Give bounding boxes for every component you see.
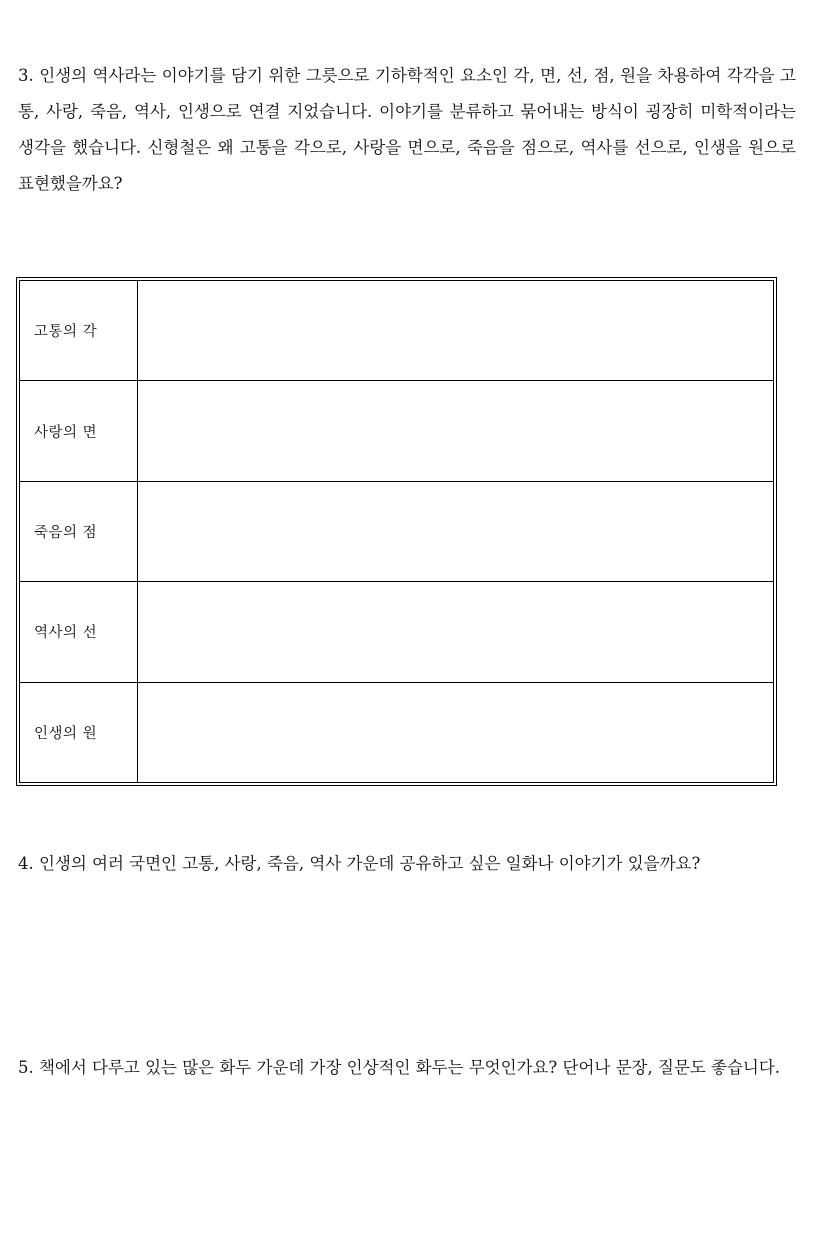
row-label-life-circle: 인생의 원 (20, 682, 138, 782)
row-label-death-point: 죽음의 점 (20, 481, 138, 581)
answer-table (16, 277, 777, 786)
answer-cell-love-plane[interactable] (138, 381, 774, 481)
row-label-love-plane: 사랑의 면 (20, 381, 138, 481)
answer-cell-life-circle[interactable] (138, 682, 774, 782)
table-row (20, 481, 774, 581)
table-row (20, 582, 774, 682)
table-row (20, 682, 774, 782)
table-row (20, 281, 774, 381)
answer-cell-pain-angle[interactable] (138, 281, 774, 381)
question-5-text: 5. 책에서 다루고 있는 많은 화두 가운데 가장 인상적인 화두는 무엇인가요? 단어나 문장, 질문도 좋습니다. (18, 1058, 781, 1077)
row-label-pain-angle: 고통의 각 (20, 281, 138, 381)
row-label-history-line: 역사의 선 (20, 582, 138, 682)
question-3-text: 3. 인생의 역사라는 이야기를 담기 위한 그릇으로 기하학적인 요소인 각, 면, 선, 점, 원을 차용하여 각각을 고통, 사랑, 죽음, 역사, 인생으로 연결 지었습니다. 이야기를 분류하고 묶어내는 방식이 굉장히 미학적이라는 생각을 했습니다. 신형철은 왜 고통을 각으로, 사랑을 면으로, 죽음을 점으로, 역사를 선으로, 인생을 원으로 표현했을까요? (18, 66, 796, 193)
answer-cell-history-line[interactable] (138, 582, 774, 682)
question-4-text: 4. 인생의 여러 국면인 고통, 사랑, 죽음, 역사 가운데 공유하고 싶은 일화나 이야기가 있을까요? (18, 854, 701, 873)
answer-cell-death-point[interactable] (138, 481, 774, 581)
table-row (20, 381, 774, 481)
